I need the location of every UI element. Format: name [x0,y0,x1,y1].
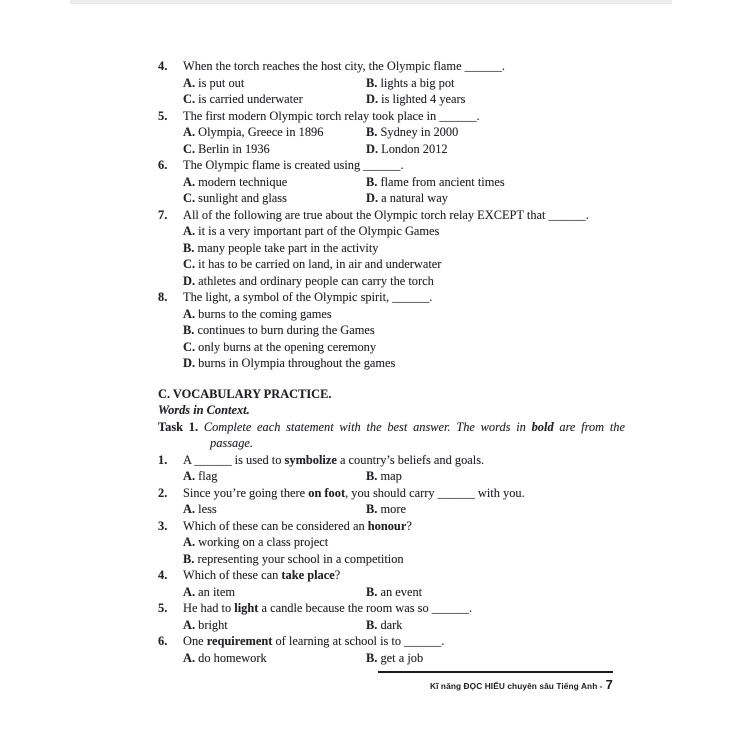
option-text: dark [380,617,403,632]
text-segment: Since you’re going there [183,485,309,500]
answer-option [183,75,366,92]
option-text: an event [380,584,423,599]
text-segment: One [183,634,207,648]
answer-option [183,256,625,273]
option-text: modern technique [198,174,288,189]
question-body [183,485,625,518]
option-text: lights a big pot [380,75,455,90]
answer-option [183,339,625,356]
option-text: more [380,502,406,516]
option-text: athletes and ordinary people can carry the torch [198,273,434,288]
option-text: bright [198,617,228,632]
text-segment: a country’s beliefs and goals. [336,452,485,467]
question-number: 5. [158,108,168,123]
question-number: 8. [158,290,168,304]
page-content [158,58,625,666]
answer-option [183,141,366,158]
scan-edge-artifact [70,0,672,4]
question-text [183,207,625,224]
text-segment: A ______ is used to [183,452,285,467]
option-letter: B. [366,174,378,189]
option-text: map [380,469,402,483]
question-number: 2. [158,485,168,500]
option-letter: B. [366,75,378,90]
option-letter: A. [183,535,196,549]
option-letter: B. [366,502,378,516]
answer-option [183,468,366,485]
option-letter: A. [183,617,196,632]
page-footer [430,677,613,692]
text-segment: on foot [308,485,346,500]
option-letter: A. [183,75,196,90]
question-block [158,108,625,158]
options-grid [183,75,625,108]
task-instruction [158,419,625,452]
question-number: 1. [158,452,168,467]
option-letter: C. [183,92,196,106]
text-segment: Which of these can [183,568,282,582]
question-block [158,518,625,568]
option-text: do homework [198,650,267,665]
question-body [183,567,625,600]
option-letter: B. [183,323,195,337]
question-body [183,518,625,568]
text-segment: ? [406,518,412,533]
answer-option [366,501,625,518]
option-text: less [198,502,217,516]
option-text: get a job [380,650,424,665]
answer-option [183,306,625,323]
option-letter: A. [183,224,196,238]
question-body [183,633,625,666]
option-letter: B. [366,584,378,599]
option-letter: A. [183,584,196,599]
answer-option [366,650,625,667]
question-block [158,289,625,372]
options-grid [183,306,625,372]
answer-option [366,468,625,485]
option-letter: A. [183,650,196,665]
option-text: is carried underwater [198,92,303,106]
option-letter: A. [183,174,196,189]
option-text: it has to be carried on land, in air and underwater [198,257,442,271]
question-text [183,108,625,125]
options-grid [183,223,625,289]
option-letter: C. [183,141,196,156]
answer-option [183,355,625,372]
options-grid [183,468,625,485]
option-letter: B. [366,469,378,483]
text-segment: ? [334,568,341,582]
text-segment: light [234,601,259,615]
vocab-section-heading: C. VOCABULARY PRACTICE. [158,386,332,401]
question-text [183,633,625,650]
option-letter: B. [366,650,378,665]
option-text: burns in Olympia throughout the games [198,356,396,370]
text-segment: All of the following are true about the Olympic torch relay EXCEPT that ______. [183,207,589,222]
text-segment: bold [531,419,554,434]
page-number: 7 [605,677,613,692]
text-segment: a candle because the room was so ______. [258,601,473,615]
option-letter: B. [366,617,378,632]
options-grid [183,584,625,601]
answer-option [366,141,625,158]
text-segment: are from the passage. [210,419,625,450]
footer-rule [378,671,613,673]
text-segment: of learning at school is to ______. [272,634,445,648]
option-letter: A. [183,306,196,321]
question-body [183,108,625,158]
text-segment: requirement [206,634,273,648]
question-text [183,567,625,584]
answer-option [183,584,366,601]
option-text: London 2012 [381,141,448,156]
question-block [158,600,625,633]
option-letter: C. [183,257,196,271]
question-block [158,207,625,290]
answer-option [183,551,625,568]
task-label: Task 1. [158,419,199,434]
question-body [183,58,625,108]
vocab-subheading: Words in Context. [158,403,250,417]
option-text: only burns at the opening ceremony [198,339,377,354]
option-letter: A. [183,125,196,139]
answer-option [183,617,366,634]
answer-option [366,617,625,634]
options-grid [183,534,625,567]
option-letter: D. [183,356,196,370]
options-grid [183,501,625,518]
answer-option [366,190,625,207]
answer-option [183,190,366,207]
answer-option [366,584,625,601]
question-block [158,452,625,485]
question-number: 3. [158,518,168,533]
answer-option [183,240,625,257]
question-body [183,207,625,290]
question-number: 6. [158,634,168,648]
question-block [158,157,625,207]
answer-option [183,273,625,290]
text-segment: The Olympic flame is created using ______. [183,158,404,172]
option-text: Olympia, Greece in 1896 [198,125,324,139]
question-number: 6. [158,158,168,172]
option-text: a natural way [381,191,448,205]
question-body [183,600,625,633]
text-segment: take place [281,568,335,582]
option-letter: C. [183,191,196,205]
option-text: Sydney in 2000 [380,125,459,139]
reading-questions-section [158,58,625,372]
option-letter: A. [183,502,196,516]
question-text [183,289,625,306]
option-letter: D. [183,273,196,288]
option-text: is put out [198,75,245,90]
text-segment: The first modern Olympic torch relay took place in ______. [183,108,480,123]
question-block [158,633,625,666]
text-segment: , you should carry ______ with you. [345,485,525,500]
question-text [183,452,625,469]
text-segment: He had to [183,601,235,615]
book-title: Kĩ năng ĐỌC HIỂU chuyên sâu Tiếng Anh - [430,681,603,691]
answer-option [183,650,366,667]
option-letter: D. [366,92,379,106]
answer-option [366,174,625,191]
answer-option [183,124,366,141]
question-text [183,518,625,535]
option-letter: C. [183,339,196,354]
option-letter: B. [183,240,195,255]
option-text: continues to burn during the Games [197,323,375,337]
option-text: flame from ancient times [380,174,505,189]
answer-option [183,501,366,518]
option-text: working on a class project [198,535,329,549]
question-text [183,600,625,617]
question-number: 5. [158,601,168,615]
option-text: it is a very important part of the Olympic Games [198,224,440,238]
option-text: sunlight and glass [198,191,287,205]
answer-option [183,534,625,551]
question-block [158,58,625,108]
options-grid [183,617,625,634]
option-text: representing your school in a competition [197,551,404,566]
question-number: 7. [158,207,168,222]
vocab-questions-section [158,452,625,667]
text-segment: symbolize [284,452,337,467]
option-letter: B. [183,551,195,566]
answer-option [183,174,366,191]
option-letter: B. [366,125,378,139]
text-segment: honour [367,518,407,533]
question-block [158,485,625,518]
option-text: burns to the coming games [198,306,332,321]
answer-option [183,322,625,339]
options-grid [183,174,625,207]
option-text: is lighted 4 years [381,92,466,106]
option-text: an item [198,584,235,599]
answer-option [366,75,625,92]
answer-option [183,223,625,240]
answer-option [183,91,366,108]
option-letter: D. [366,191,379,205]
answer-option [366,124,625,141]
option-text: flag [198,469,218,483]
question-text [183,58,625,75]
task-text [204,420,625,451]
text-segment: When the torch reaches the host city, the Olympic flame ______. [183,59,505,73]
text-segment: The light, a symbol of the Olympic spirit, ______. [183,290,433,304]
option-text: Berlin in 1936 [198,141,270,156]
question-number: 4. [158,59,168,73]
question-text [183,157,625,174]
question-body [183,452,625,485]
question-block [158,567,625,600]
question-body [183,157,625,207]
options-grid [183,124,625,157]
text-segment: Which of these can be considered an [183,518,368,533]
question-text [183,485,625,502]
question-number: 4. [158,568,168,582]
options-grid [183,650,625,667]
answer-option [366,91,625,108]
option-text: many people take part in the activity [197,240,379,255]
option-letter: D. [366,141,379,156]
text-segment: Complete each statement with the best answer. The words in [203,419,532,434]
question-body [183,289,625,372]
option-letter: A. [183,469,196,483]
